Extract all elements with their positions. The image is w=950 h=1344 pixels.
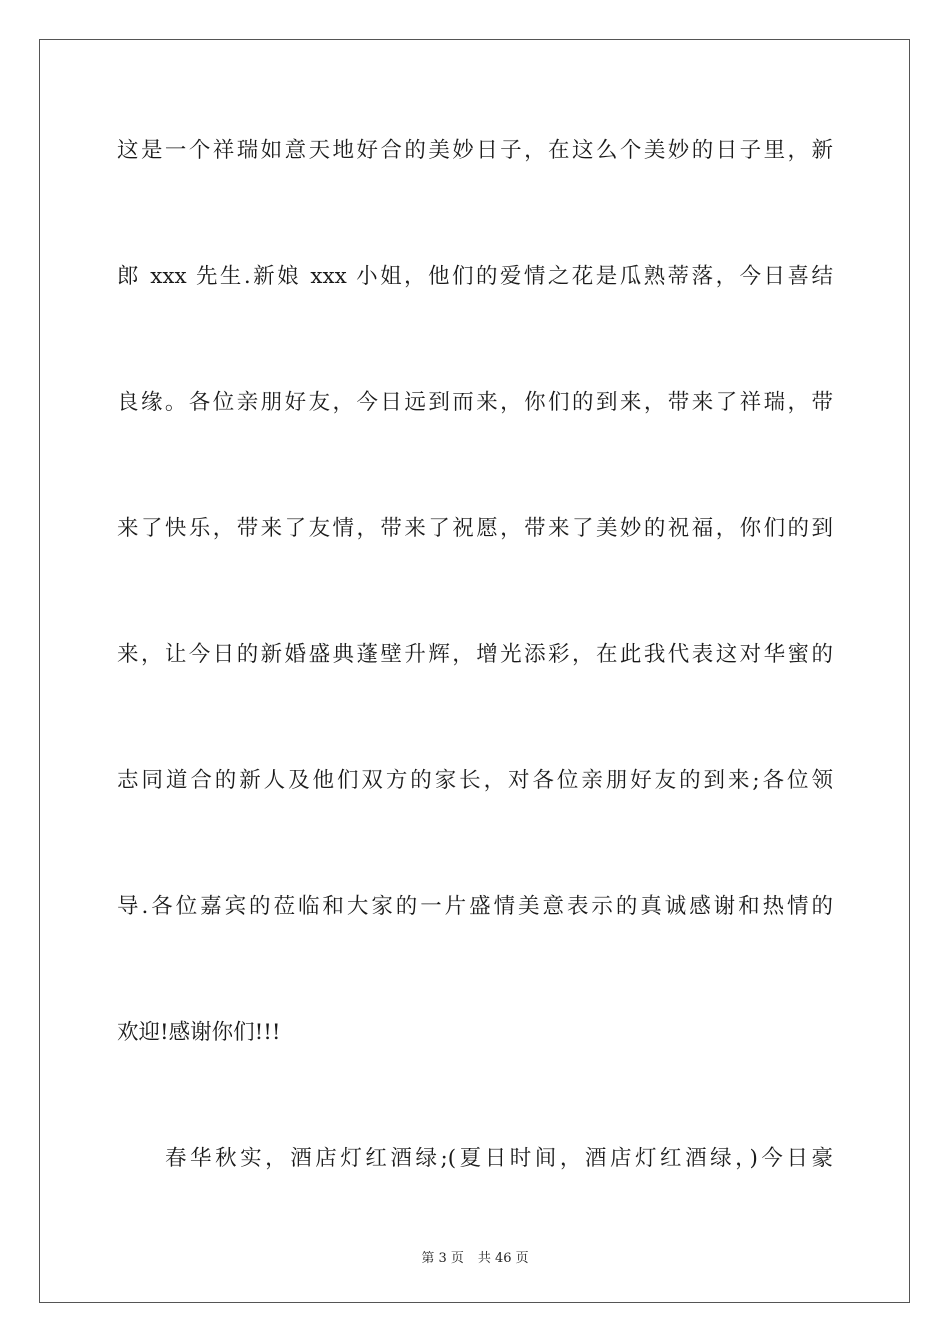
document-body — [117, 118, 833, 1252]
paragraph-line: 来了快乐，带来了友情，带来了祝愿，带来了美妙的祝福，你们的到 — [117, 516, 833, 541]
paragraph-line: 志同道合的新人及他们双方的家长，对各位亲朋好友的到来;各位领 — [117, 768, 833, 793]
paragraph-line: 来，让今日的新婚盛典蓬壁升辉，增光添彩，在此我代表这对华蜜的 — [117, 642, 833, 667]
paragraph-line: 良缘。各位亲朋好友，今日远到而来，你们的到来，带来了祥瑞，带 — [117, 390, 833, 415]
paragraph-line: 导.各位嘉宾的莅临和大家的一片盛情美意表示的真诚感谢和热情的 — [117, 894, 833, 919]
paragraph-line: 春华秋实，酒店灯红酒绿;(夏日时间，酒店灯红酒绿，)今日豪 — [165, 1146, 833, 1171]
page-number: 第 3 页 — [421, 1251, 464, 1266]
page-footer — [0, 1247, 950, 1266]
paragraph-line: 欢迎!感谢你们!!! — [117, 1020, 281, 1045]
page-total: 共 46 页 — [477, 1251, 529, 1266]
paragraph-line: 这是一个祥瑞如意天地好合的美妙日子，在这么个美妙的日子里，新 — [117, 138, 833, 163]
paragraph-line: 郎 xxx 先生.新娘 xxx 小姐，他们的爱情之花是瓜熟蒂落，今日喜结 — [117, 264, 833, 289]
